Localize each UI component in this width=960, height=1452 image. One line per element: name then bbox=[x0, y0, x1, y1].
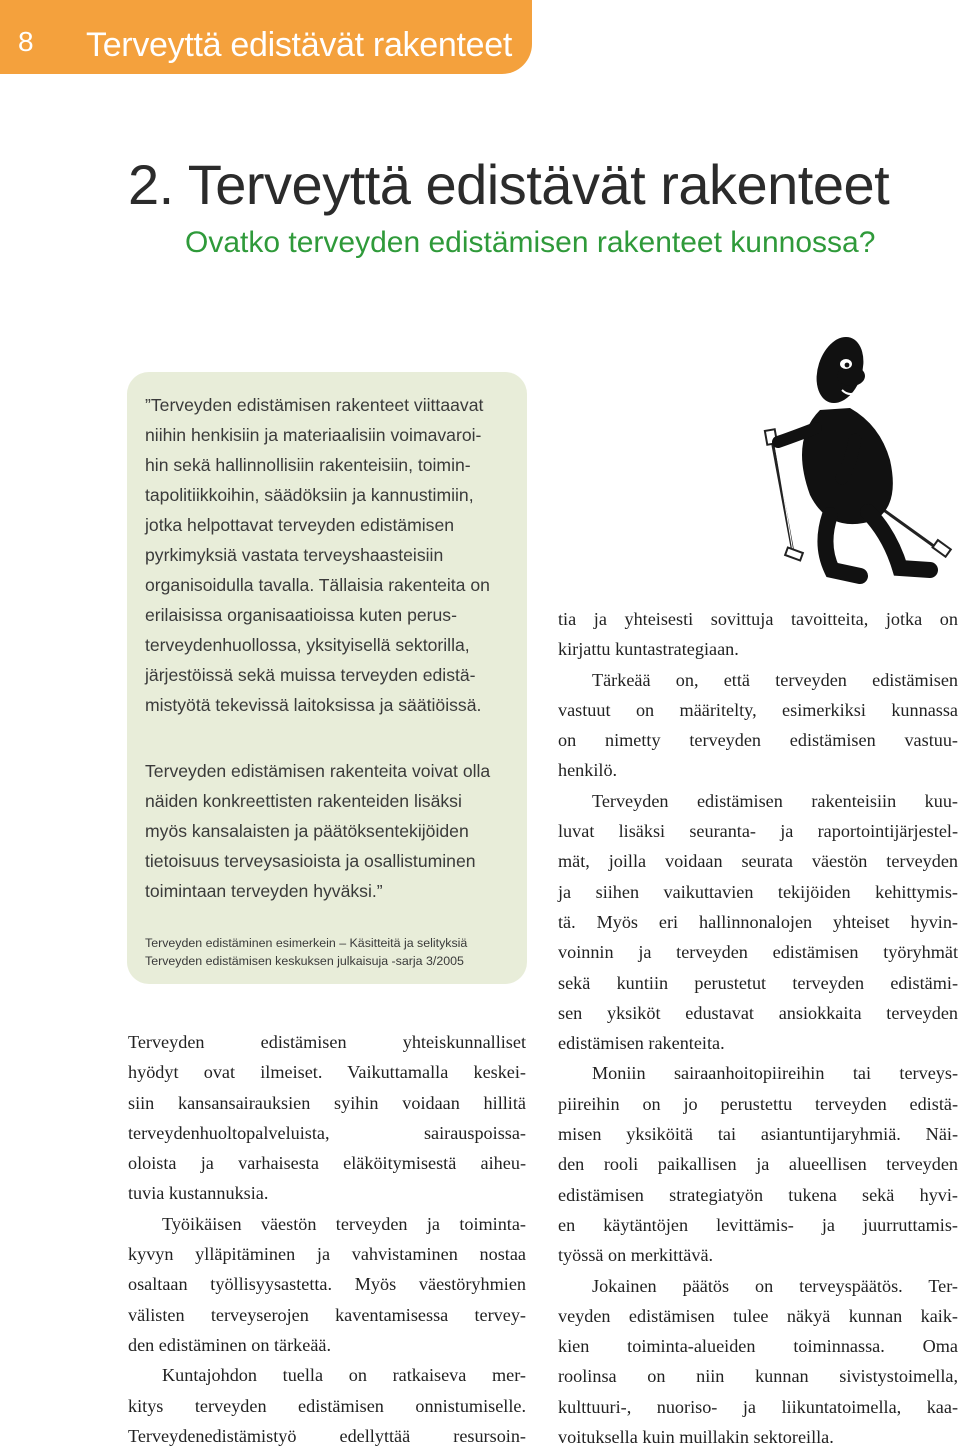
running-title: Terveyttä edistävät rakenteet bbox=[86, 26, 512, 64]
quote-line: organisoidulla tavalla. Tällaisia rakenteita on bbox=[145, 575, 490, 595]
quote-line: ”Terveyden edistämisen rakenteet viittaavat bbox=[145, 395, 484, 415]
text-line: piireihin on jo perustettu terveyden edistä- bbox=[558, 1093, 958, 1114]
text-line: kulttuuri-, nuoriso- ja liikuntatoimella, kaa- bbox=[558, 1396, 958, 1417]
text-line: on nimetty terveyden edistämisen vastuu- bbox=[558, 730, 958, 751]
text-line: edistämisen rakenteita. bbox=[558, 1033, 725, 1054]
text-line: osaltaan työllisyysastetta. Myös väestöryhmien bbox=[128, 1274, 526, 1295]
quote-line: jotka helpottavat terveyden edistämisen bbox=[145, 515, 455, 535]
text-line: mät, joilla voidaan seurata väestön terveyden bbox=[558, 851, 958, 872]
text-line: kien toiminta-alueiden toiminnassa. Oma bbox=[558, 1336, 958, 1357]
quote-line: niihin henkisiin ja materiaalisiin voimavaroi- bbox=[145, 425, 482, 445]
text-line: luvat lisäksi seuranta- ja raportointijärjestel- bbox=[558, 821, 958, 842]
quote-line: terveydenhuollossa, yksityisellä sektorilla, bbox=[145, 635, 470, 655]
text-line: tuvia kustannuksia. bbox=[128, 1183, 269, 1204]
page-number: 8 bbox=[18, 26, 34, 57]
text-line: voinnin ja terveyden edistämisen työryhmät bbox=[558, 942, 958, 963]
text-line: vastuut on määritelty, esimerkiksi kunnassa bbox=[558, 699, 958, 720]
text-line: terveydenhuoltopalveluista, sairauspoissa- bbox=[128, 1122, 526, 1143]
text-line: Terveyden edistämisen rakenteisiin kuu- bbox=[592, 790, 958, 811]
text-line: den edistäminen on tärkeää. bbox=[128, 1334, 332, 1355]
text-line: en käytäntöjen levittämis- ja juurruttamis- bbox=[558, 1214, 958, 1235]
text-line: työssä on merkittävä. bbox=[558, 1245, 714, 1266]
text-line: hyödyt ovat ilmeiset. Vaikuttamalla keskei- bbox=[128, 1062, 526, 1083]
quote-paragraph-1 bbox=[145, 390, 523, 720]
text-line: kirjattu kuntastrategiaan. bbox=[558, 639, 739, 660]
text-line: den rooli paikallisen ja alueellisen terveyden bbox=[558, 1154, 958, 1175]
text-line: ja siihen vaikuttavien tekijöiden kehittymis- bbox=[558, 881, 958, 902]
text-line: Työikäisen väestön terveyden ja toiminta- bbox=[162, 1213, 526, 1234]
text-line: sekä kuntiin perustetut terveyden edistämi- bbox=[558, 972, 958, 993]
quote-line: mistyötä tekevissä laitoksissa ja säätiöissä. bbox=[145, 695, 482, 715]
chapter-subtitle: Ovatko terveyden edistämisen rakenteet kunnossa? bbox=[185, 226, 876, 259]
quote-line: pyrkimyksiä vastata terveyshaasteisiin bbox=[145, 545, 444, 565]
quote-paragraph-2 bbox=[145, 756, 523, 906]
quote-line: järjestöissä sekä muissa terveyden edistä- bbox=[145, 665, 476, 685]
quote-line: erilaisissa organisaatioissa kuten perus- bbox=[145, 605, 457, 625]
text-line: siin kansansairauksien syihin voidaan hillitä bbox=[128, 1092, 526, 1113]
text-line: misen yksiköitä tai asiantuntijaryhmiä. Näi- bbox=[558, 1124, 958, 1145]
quote-line: tietoisuus terveysasioista ja osallistuminen bbox=[145, 851, 476, 871]
text-line: Moniin sairaanhoitopiireihin tai terveys- bbox=[592, 1063, 958, 1084]
text-line: roolinsa on niin kunnan sivistystoimella, bbox=[558, 1366, 958, 1387]
quote-source-line: Terveyden edistäminen esimerkein – Käsitteitä ja selityksiä bbox=[145, 936, 468, 950]
quote-line: toimintaan terveyden hyväksi.” bbox=[145, 881, 383, 901]
text-line: Terveyden edistämisen yhteiskunnalliset bbox=[128, 1032, 526, 1052]
text-line: tä. Myös eri hallinnonalojen yhteiset hyvin- bbox=[558, 911, 958, 932]
chapter-title: 2. Terveyttä edistävät rakenteet bbox=[128, 153, 890, 216]
text-line: välisten terveyserojen kaventamisessa tervey- bbox=[128, 1304, 526, 1325]
text-line: Jokainen päätös on terveyspäätös. Ter- bbox=[592, 1275, 958, 1296]
quote-line: hin sekä hallinnollisiin rakenteisiin, toimin- bbox=[145, 455, 471, 475]
text-line: tia ja yhteisesti sovittuja tavoitteita, jotka on bbox=[558, 609, 958, 629]
text-line: henkilö. bbox=[558, 760, 618, 781]
left-column bbox=[128, 1027, 526, 1451]
text-line: edistämisen strategiatyön tukena sekä hyvi- bbox=[558, 1184, 958, 1205]
text-line: kitys terveyden edistämisen onnistumiselle. bbox=[128, 1395, 526, 1416]
right-column bbox=[558, 604, 958, 1452]
quote-source bbox=[145, 934, 467, 970]
quote-line: tapolitiikkoihin, säädöksiin ja kannustimiin, bbox=[145, 485, 474, 505]
quote-line: Terveyden edistämisen rakenteita voivat olla bbox=[145, 761, 491, 781]
text-line: Tärkeää on, että terveyden edistämisen bbox=[592, 669, 958, 690]
text-line: sen yksiköt edustavat ansiokkaita terveyden bbox=[558, 1002, 958, 1023]
text-line: Terveydenedistämistyö edellyttää resursoin- bbox=[128, 1425, 526, 1446]
quote-source-line: Terveyden edistämisen keskuksen julkaisuja -sarja 3/2005 bbox=[145, 954, 464, 968]
text-line: voituksella kuin muillakin sektoreilla. bbox=[558, 1427, 834, 1448]
text-line: veyden edistämisen tulee näkyä kunnan kaik- bbox=[558, 1305, 958, 1326]
text-line: Kuntajohdon tuella on ratkaiseva mer- bbox=[162, 1365, 526, 1386]
text-line: oloista ja varhaisesta eläköitymisestä aiheu- bbox=[128, 1153, 526, 1174]
text-line: kyvyn ylläpitäminen ja vahvistaminen nostaa bbox=[128, 1244, 526, 1265]
quote-line: näiden konkreettisten rakenteiden lisäksi bbox=[145, 791, 462, 811]
nordic-walking-figure-icon bbox=[750, 330, 955, 590]
quote-line: myös kansalaisten ja päätöksentekijöiden bbox=[145, 821, 469, 841]
